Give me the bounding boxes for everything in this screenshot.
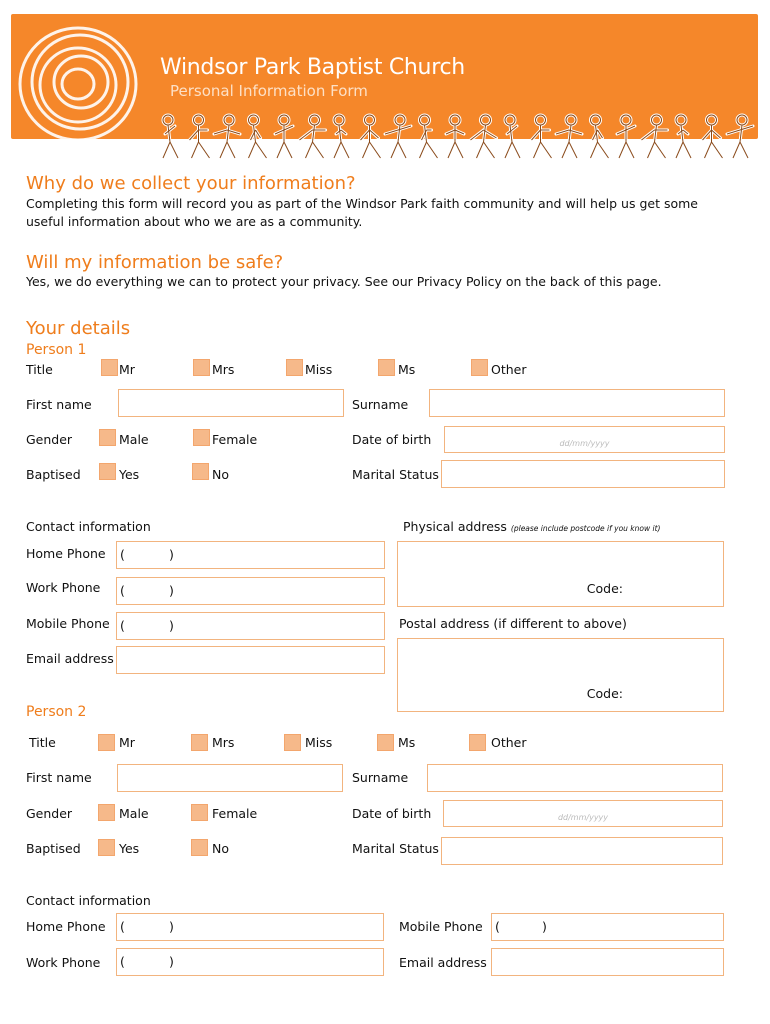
p2-work-phone-field[interactable] [116,948,384,976]
p2-dob-label: Date of birth [352,806,432,821]
p1-surname-field[interactable] [429,389,725,417]
p1-work-phone-field[interactable] [116,577,385,605]
p1-email-label: Email address [26,651,114,666]
p2-home-phone-label: Home Phone [26,919,106,934]
p2-no-checkbox[interactable] [191,839,208,856]
paren-open: ( [120,547,125,562]
stick-figure-icon [471,115,497,158]
why-line-1: Completing this form will record you as part of the Windsor Park faith community and will help us get some [26,196,698,211]
p2-surname-label: Surname [352,770,409,785]
p1-mobile-phone-field[interactable] [116,612,385,640]
stick-figure-icon [532,115,552,158]
paren-close: ) [169,618,174,633]
p1-yes-checkbox[interactable] [99,463,116,480]
p2-marital-label: Marital Status [352,841,439,856]
p2-mrs-checkbox[interactable] [191,734,208,751]
p2-home-phone-field[interactable] [116,913,384,941]
stick-figure-icon [703,115,723,158]
p2-yes-checkbox[interactable] [98,839,115,856]
p1-postal-code-label: Code: [586,686,623,701]
p1-email-field[interactable] [116,646,385,674]
stick-figure-icon [190,115,210,158]
paren-close: ) [169,547,174,562]
p1-marital-field[interactable] [441,460,725,488]
paren-open: ( [120,618,125,633]
stick-figure-icon [676,115,691,158]
p1-no-checkbox[interactable] [192,463,209,480]
p1-mr-label: Mr [119,362,135,377]
p2-contact-label: Contact information [26,893,151,908]
p1-dob-label: Date of birth [352,432,432,447]
p2-mobile-phone-label: Mobile Phone [399,919,483,934]
p1-miss-checkbox[interactable] [286,359,303,376]
p2-gender-label: Gender [26,806,73,821]
p2-title-label: Title [29,735,56,750]
form-title: Personal Information Form [170,82,368,100]
p1-dob-field[interactable] [444,426,725,453]
stick-figure-icon [249,115,267,158]
p2-other-label: Other [491,735,527,750]
stick-figure-icon [420,115,438,158]
p2-first-name-label: First name [26,770,92,785]
p2-work-phone-label: Work Phone [26,955,101,970]
p1-ms-checkbox[interactable] [378,359,395,376]
p1-female-label: Female [212,432,258,447]
stick-figure-icon [361,115,381,158]
person1-heading: Person 1 [26,342,87,358]
p2-surname-field[interactable] [427,764,723,792]
p1-physical-note: (please include postcode if you know it) [510,524,661,533]
stick-figure-icon [591,115,609,158]
p2-dob-placeholder: dd/mm/yyyy [557,813,609,822]
p1-home-phone-label: Home Phone [26,546,106,561]
p1-mrs-label: Mrs [212,362,235,377]
p1-yes-label: Yes [119,467,140,482]
paren-open: ( [495,919,500,934]
p1-no-label: No [212,467,229,482]
p1-surname-label: Surname [352,397,409,412]
p2-male-checkbox[interactable] [98,804,115,821]
p2-no-label: No [212,841,229,856]
swirl-logo-icon [8,12,168,152]
p2-mrs-label: Mrs [212,735,235,750]
p1-other-checkbox[interactable] [471,359,488,376]
stick-figure-icon [385,115,411,158]
p1-marital-label: Marital Status [352,467,439,482]
why-heading: Why do we collect your information? [26,173,356,194]
paren-open: ( [120,919,125,934]
p2-yes-label: Yes [119,841,140,856]
stick-figure-icon [334,115,349,158]
paren-close: ) [542,919,547,934]
stick-figure-icon [505,115,520,158]
p1-physical-label [403,519,660,534]
p1-baptised-label: Baptised [26,467,81,482]
p1-first-name-label: First name [26,397,92,412]
p1-gender-label: Gender [26,432,73,447]
p1-mobile-phone-label: Mobile Phone [26,616,110,631]
p1-female-checkbox[interactable] [193,429,210,446]
p2-mr-label: Mr [119,735,135,750]
p1-work-phone-label: Work Phone [26,580,101,595]
paren-open: ( [120,954,125,969]
p2-female-label: Female [212,806,258,821]
p1-dob-placeholder: dd/mm/yyyy [559,439,610,448]
p1-physical-code-label: Code: [586,581,623,596]
p2-email-label: Email address [399,955,487,970]
p1-home-phone-field[interactable] [116,541,385,569]
p2-female-checkbox[interactable] [191,804,208,821]
p1-contact-label: Contact information [26,519,151,534]
church-name: Windsor Park Baptist Church [160,55,465,80]
p2-dob-field[interactable] [443,800,723,827]
p2-first-name-field[interactable] [117,764,343,792]
p2-mobile-phone-field[interactable] [491,913,724,941]
stick-figure-icon [556,115,582,158]
paren-close: ) [169,954,174,969]
p1-male-checkbox[interactable] [99,429,116,446]
stick-figure-icon [163,115,178,158]
stick-figure-icon [275,115,293,158]
stick-figures-icon [158,112,758,164]
p1-miss-label: Miss [305,362,333,377]
p1-postal-label: Postal address (if different to above) [399,616,627,631]
p2-ms-checkbox[interactable] [377,734,394,751]
p2-miss-checkbox[interactable] [284,734,301,751]
stick-figure-icon [617,115,635,158]
p1-mr-checkbox[interactable] [101,359,118,376]
p2-ms-label: Ms [398,735,416,750]
safe-text: Yes, we do everything we can to protect your privacy. See our Privacy Policy on the back of this page. [26,274,662,289]
p2-male-label: Male [119,806,149,821]
p1-mrs-checkbox[interactable] [193,359,210,376]
why-line-2: useful information about who we are as a community. [26,214,363,229]
p2-miss-label: Miss [305,735,333,750]
p2-mr-checkbox[interactable] [98,734,115,751]
paren-close: ) [169,919,174,934]
p2-marital-field[interactable] [441,837,723,865]
person2-heading: Person 2 [26,704,87,720]
p1-postal-address-field[interactable] [397,638,724,712]
p1-ms-label: Ms [398,362,416,377]
stick-figure-icon [727,115,753,158]
paren-close: ) [169,583,174,598]
p2-email-field[interactable] [491,948,724,976]
stick-figure-icon [300,115,326,158]
stick-figure-icon [642,115,668,158]
p1-male-label: Male [119,432,149,447]
p2-baptised-label: Baptised [26,841,81,856]
p1-first-name-field[interactable] [118,389,344,417]
p1-physical-address-field[interactable] [397,541,724,607]
safe-heading: Will my information be safe? [26,252,284,273]
details-heading: Your details [26,318,131,339]
paren-open: ( [120,583,125,598]
p1-title-label: Title [26,362,53,377]
p1-other-label: Other [491,362,527,377]
stick-figure-icon [446,115,464,158]
stick-figure-icon [214,115,240,158]
p1-physical-text: Physical address [403,519,507,534]
p2-other-checkbox[interactable] [469,734,486,751]
